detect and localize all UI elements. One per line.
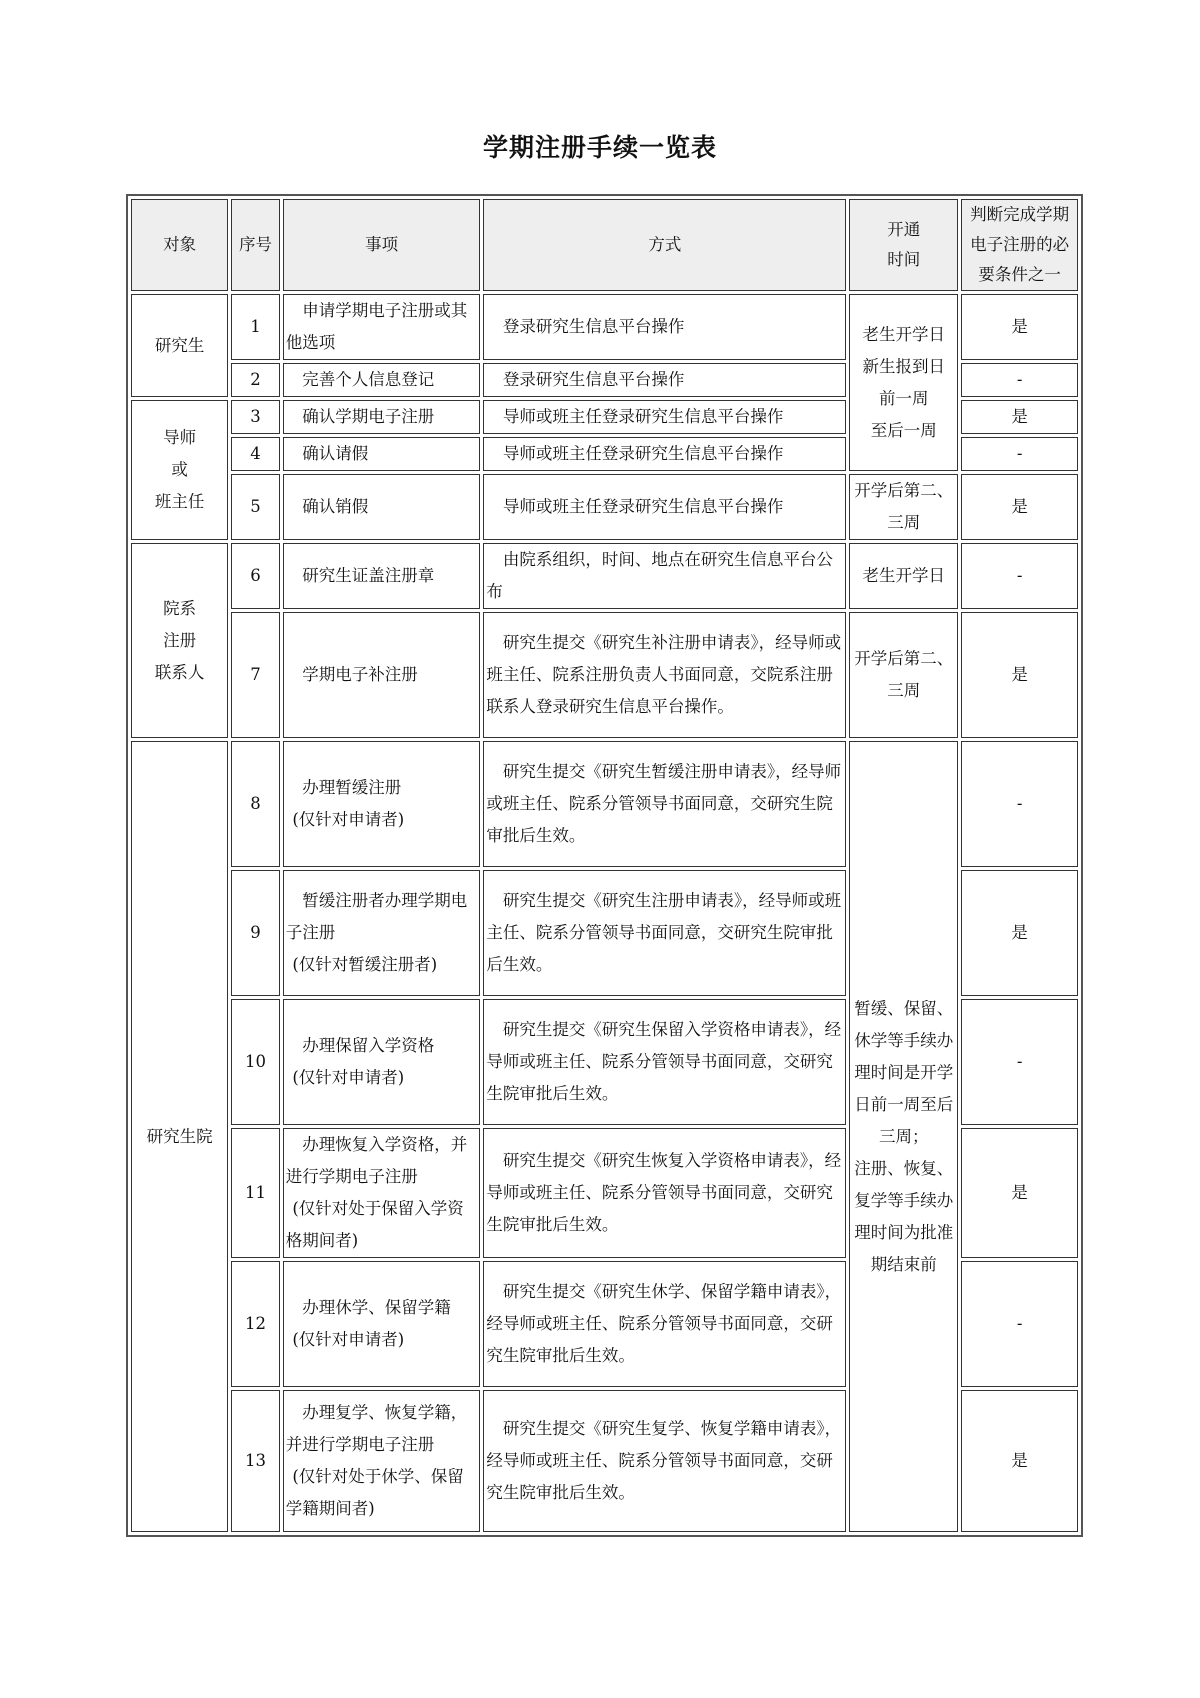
header-target: 对象 — [131, 199, 228, 291]
row-seq: 11 — [231, 1128, 280, 1258]
open-time-line2: 三周 — [887, 681, 921, 700]
row-item-note: (仅针对申请者) — [292, 810, 405, 829]
row-method: 导师或班主任登录研究生信息平台操作 — [483, 474, 846, 540]
open-time-note-line9: 期结束前 — [870, 1254, 937, 1274]
open-time-second-third-week — [849, 612, 958, 738]
row-item: 完善个人信息登记 — [283, 363, 481, 397]
row-item-note: (仅针对处于休学、保留学籍期间者) — [285, 1467, 464, 1518]
row-method: 研究生提交《研究生暂缓注册申请表》，经导师或班主任、院系分管领导书面同意，交研究生院审批后生效。 — [483, 741, 846, 867]
row-seq: 10 — [231, 999, 280, 1125]
header-required — [961, 199, 1078, 291]
header-item: 事项 — [283, 199, 481, 291]
row-required: 是 — [961, 474, 1078, 540]
row-seq: 1 — [231, 294, 280, 360]
row-item: 申请学期电子注册或其他选项 — [283, 294, 481, 360]
open-time-old-student-day: 老生开学日 — [849, 543, 958, 609]
row-item-note: (仅针对处于保留入学资格期间者) — [285, 1199, 464, 1250]
row-seq: 2 — [231, 363, 280, 397]
row-item — [283, 999, 481, 1125]
row-item: 确认销假 — [283, 474, 481, 540]
row-item-line1: 办理恢复入学资格，并进行学期电子注册 — [285, 1135, 468, 1186]
group-dept-line2: 注册 — [163, 630, 197, 650]
open-time-suspension-notes — [849, 741, 958, 1532]
open-time-second-third-week — [849, 474, 958, 540]
row-required: - — [961, 999, 1078, 1125]
row-required: 是 — [961, 1128, 1078, 1258]
row-item — [283, 870, 481, 996]
row-required: - — [961, 741, 1078, 867]
row-item: 确认请假 — [283, 437, 481, 471]
row-item-line1: 暂缓注册者办理学期电子注册 — [285, 891, 468, 942]
row-required: - — [961, 1261, 1078, 1387]
row-required: 是 — [961, 1390, 1078, 1532]
row-required: 是 — [961, 612, 1078, 738]
row-seq: 13 — [231, 1390, 280, 1532]
open-time-note-line6: 注册、恢复、 — [854, 1158, 954, 1178]
row-method: 导师或班主任登录研究生信息平台操作 — [483, 400, 846, 434]
header-method: 方式 — [483, 199, 846, 291]
row-item-line1: 办理暂缓注册 — [302, 778, 402, 797]
row-item-line1: 办理保留入学资格 — [302, 1036, 435, 1055]
header-open-time-line2: 时间 — [887, 250, 921, 269]
row-item-line1: 办理休学、保留学籍 — [302, 1298, 451, 1317]
table-header-row — [131, 199, 1078, 291]
header-seq: 序号 — [231, 199, 280, 291]
table-row — [131, 612, 1078, 738]
row-required: 是 — [961, 294, 1078, 360]
row-item-note: (仅针对暂缓注册者) — [292, 955, 438, 974]
open-time-note-line7: 复学等手续办 — [854, 1190, 954, 1210]
open-time-note-line5: 三周； — [879, 1126, 929, 1146]
row-method: 研究生提交《研究生注册申请表》，经导师或班主任、院系分管领导书面同意，交研究生院审批后生效。 — [483, 870, 846, 996]
open-time-line1: 开学后第二、 — [854, 481, 954, 500]
row-required: - — [961, 363, 1078, 397]
row-required: - — [961, 437, 1078, 471]
table-row — [131, 741, 1078, 867]
row-item: 研究生证盖注册章 — [283, 543, 481, 609]
header-required-line3: 要条件之一 — [978, 265, 1061, 284]
row-item: 学期电子补注册 — [283, 612, 481, 738]
row-required: 是 — [961, 870, 1078, 996]
row-item — [283, 741, 481, 867]
open-time-early-line3: 前一周 — [879, 388, 929, 408]
open-time-note-line2: 休学等手续办 — [854, 1030, 954, 1050]
table-row — [131, 543, 1078, 609]
row-item-line1: 办理复学、恢复学籍，并进行学期电子注册 — [285, 1403, 468, 1454]
row-method: 研究生提交《研究生休学、保留学籍申请表》，经导师或班主任、院系分管领导书面同意，交研究生院审批后生效。 — [483, 1261, 846, 1387]
row-method: 研究生提交《研究生补注册申请表》，经导师或班主任、院系注册负责人书面同意，交院系注册联系人登录研究生信息平台操作。 — [483, 612, 846, 738]
row-item: 确认学期电子注册 — [283, 400, 481, 434]
table-row — [131, 474, 1078, 540]
open-time-early-line4: 至后一周 — [870, 420, 937, 440]
group-student: 研究生 — [131, 294, 228, 397]
row-seq: 4 — [231, 437, 280, 471]
row-method: 由院系组织，时间、地点在研究生信息平台公布 — [483, 543, 846, 609]
header-required-line2: 电子注册的必 — [970, 235, 1070, 254]
row-required: 是 — [961, 400, 1078, 434]
open-time-line2: 三周 — [887, 513, 921, 532]
row-seq: 5 — [231, 474, 280, 540]
row-item-note: (仅针对申请者) — [292, 1068, 405, 1087]
header-required-line1: 判断完成学期 — [970, 205, 1070, 224]
row-seq: 3 — [231, 400, 280, 434]
row-method: 研究生提交《研究生复学、恢复学籍申请表》，经导师或班主任、院系分管领导书面同意，交研究生院审批后生效。 — [483, 1390, 846, 1532]
group-dept-line1: 院系 — [163, 598, 197, 618]
group-advisor-line1: 导师 — [163, 428, 197, 447]
header-open-time — [849, 199, 958, 291]
row-seq: 12 — [231, 1261, 280, 1387]
row-method: 研究生提交《研究生恢复入学资格申请表》，经导师或班主任、院系分管领导书面同意，交研究生院审批后生效。 — [483, 1128, 846, 1258]
group-advisor — [131, 400, 228, 540]
table-row — [131, 294, 1078, 360]
open-time-line1: 开学后第二、 — [854, 649, 954, 668]
group-advisor-line3: 班主任 — [154, 492, 205, 511]
row-required: - — [961, 543, 1078, 609]
row-item — [283, 1261, 481, 1387]
row-method: 登录研究生信息平台操作 — [483, 294, 846, 360]
row-seq: 6 — [231, 543, 280, 609]
row-method: 导师或班主任登录研究生信息平台操作 — [483, 437, 846, 471]
group-advisor-line2: 或 — [171, 460, 188, 479]
group-dept-line3: 联系人 — [154, 662, 205, 682]
row-seq: 8 — [231, 741, 280, 867]
group-dept-contact — [131, 543, 228, 738]
row-method: 研究生提交《研究生保留入学资格申请表》，经导师或班主任、院系分管领导书面同意，交研究生院审批后生效。 — [483, 999, 846, 1125]
row-item — [283, 1128, 481, 1258]
open-time-note-line3: 理时间是开学 — [854, 1062, 954, 1082]
open-time-note-line1: 暂缓、保留、 — [854, 998, 954, 1018]
row-method: 登录研究生信息平台操作 — [483, 363, 846, 397]
open-time-early — [849, 294, 958, 471]
open-time-note-line4: 日前一周至后 — [854, 1094, 954, 1114]
page-title: 学期注册手续一览表 — [482, 133, 717, 162]
row-seq: 9 — [231, 870, 280, 996]
row-item — [283, 1390, 481, 1532]
registration-table — [126, 194, 1083, 1537]
header-open-time-line1: 开通 — [887, 220, 921, 239]
row-seq: 7 — [231, 612, 280, 738]
open-time-early-line1: 老生开学日 — [862, 324, 946, 344]
open-time-note-line8: 理时间为批准 — [854, 1222, 954, 1242]
group-graduate-school: 研究生院 — [131, 741, 228, 1532]
open-time-early-line2: 新生报到日 — [862, 356, 946, 376]
row-item-note: (仅针对申请者) — [292, 1330, 405, 1349]
